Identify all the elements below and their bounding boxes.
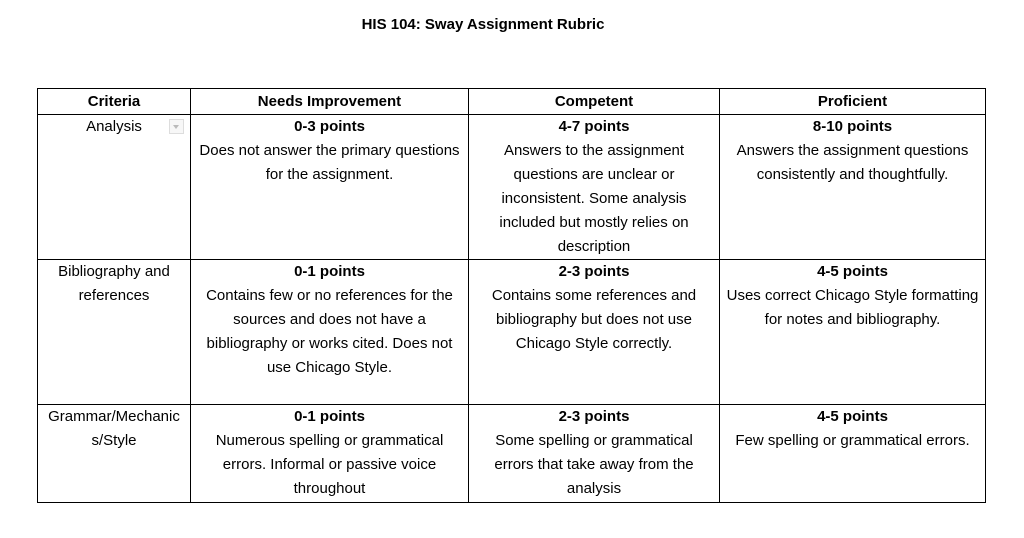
rubric-cell — [720, 260, 986, 405]
rubric-cell — [191, 115, 469, 260]
criteria-cell — [38, 405, 191, 503]
table-row — [38, 260, 986, 405]
rubric-cell — [191, 260, 469, 405]
description: Some spelling or grammatical errors that take away from the analysis — [494, 432, 694, 497]
points-label: 4-7 points — [558, 118, 630, 135]
points-label: 0-1 points — [294, 263, 365, 280]
points-label: 0-1 points — [294, 408, 365, 425]
header-needs-improvement: Needs Improvement — [191, 89, 469, 115]
criteria-label: Grammar/Mechanics/Style — [48, 408, 180, 449]
description: Few spelling or grammatical errors. — [735, 432, 970, 449]
criteria-cell — [38, 260, 191, 405]
description: Answers the assignment questions consistently and thoughtfully. — [736, 142, 969, 183]
rubric-cell — [720, 405, 986, 503]
rubric-cell — [469, 405, 720, 503]
points-label: 2-3 points — [558, 263, 630, 280]
points-label: 8-10 points — [812, 118, 893, 135]
criteria-label: Bibliography and references — [58, 263, 170, 304]
description: Answers to the assignment questions are unclear or inconsistent. Some analysis included but mostly relies on description — [499, 142, 689, 255]
points-label: 4-5 points — [817, 263, 888, 280]
description: Contains few or no references for the sources and does not have a bibliography or works cited. Does not use Chicago Style. — [206, 287, 453, 376]
rubric-cell — [469, 260, 720, 405]
rubric-cell — [720, 115, 986, 260]
criteria-label: Analysis — [86, 118, 142, 135]
header-competent: Competent — [469, 89, 720, 115]
table-row — [38, 115, 986, 260]
description: Numerous spelling or grammatical errors. Informal or passive voice throughout — [215, 432, 444, 497]
description: Does not answer the primary questions for the assignment. — [199, 142, 460, 183]
rubric-cell — [469, 115, 720, 260]
page-title: HIS 104: Sway Assignment Rubric — [361, 16, 605, 33]
rubric-table — [37, 88, 986, 503]
points-label: 4-5 points — [817, 408, 888, 425]
header-criteria: Criteria — [38, 89, 191, 115]
header-proficient: Proficient — [720, 89, 986, 115]
criteria-cell — [38, 115, 191, 260]
header-row — [38, 89, 986, 115]
table-row — [38, 405, 986, 503]
dropdown-arrow-icon[interactable] — [169, 119, 184, 134]
rubric-cell — [191, 405, 469, 503]
description: Contains some references and bibliography but does not use Chicago Style correctly. — [491, 287, 697, 352]
points-label: 2-3 points — [558, 408, 630, 425]
description: Uses correct Chicago Style formatting for notes and bibliography. — [726, 287, 979, 328]
points-label: 0-3 points — [294, 118, 365, 135]
